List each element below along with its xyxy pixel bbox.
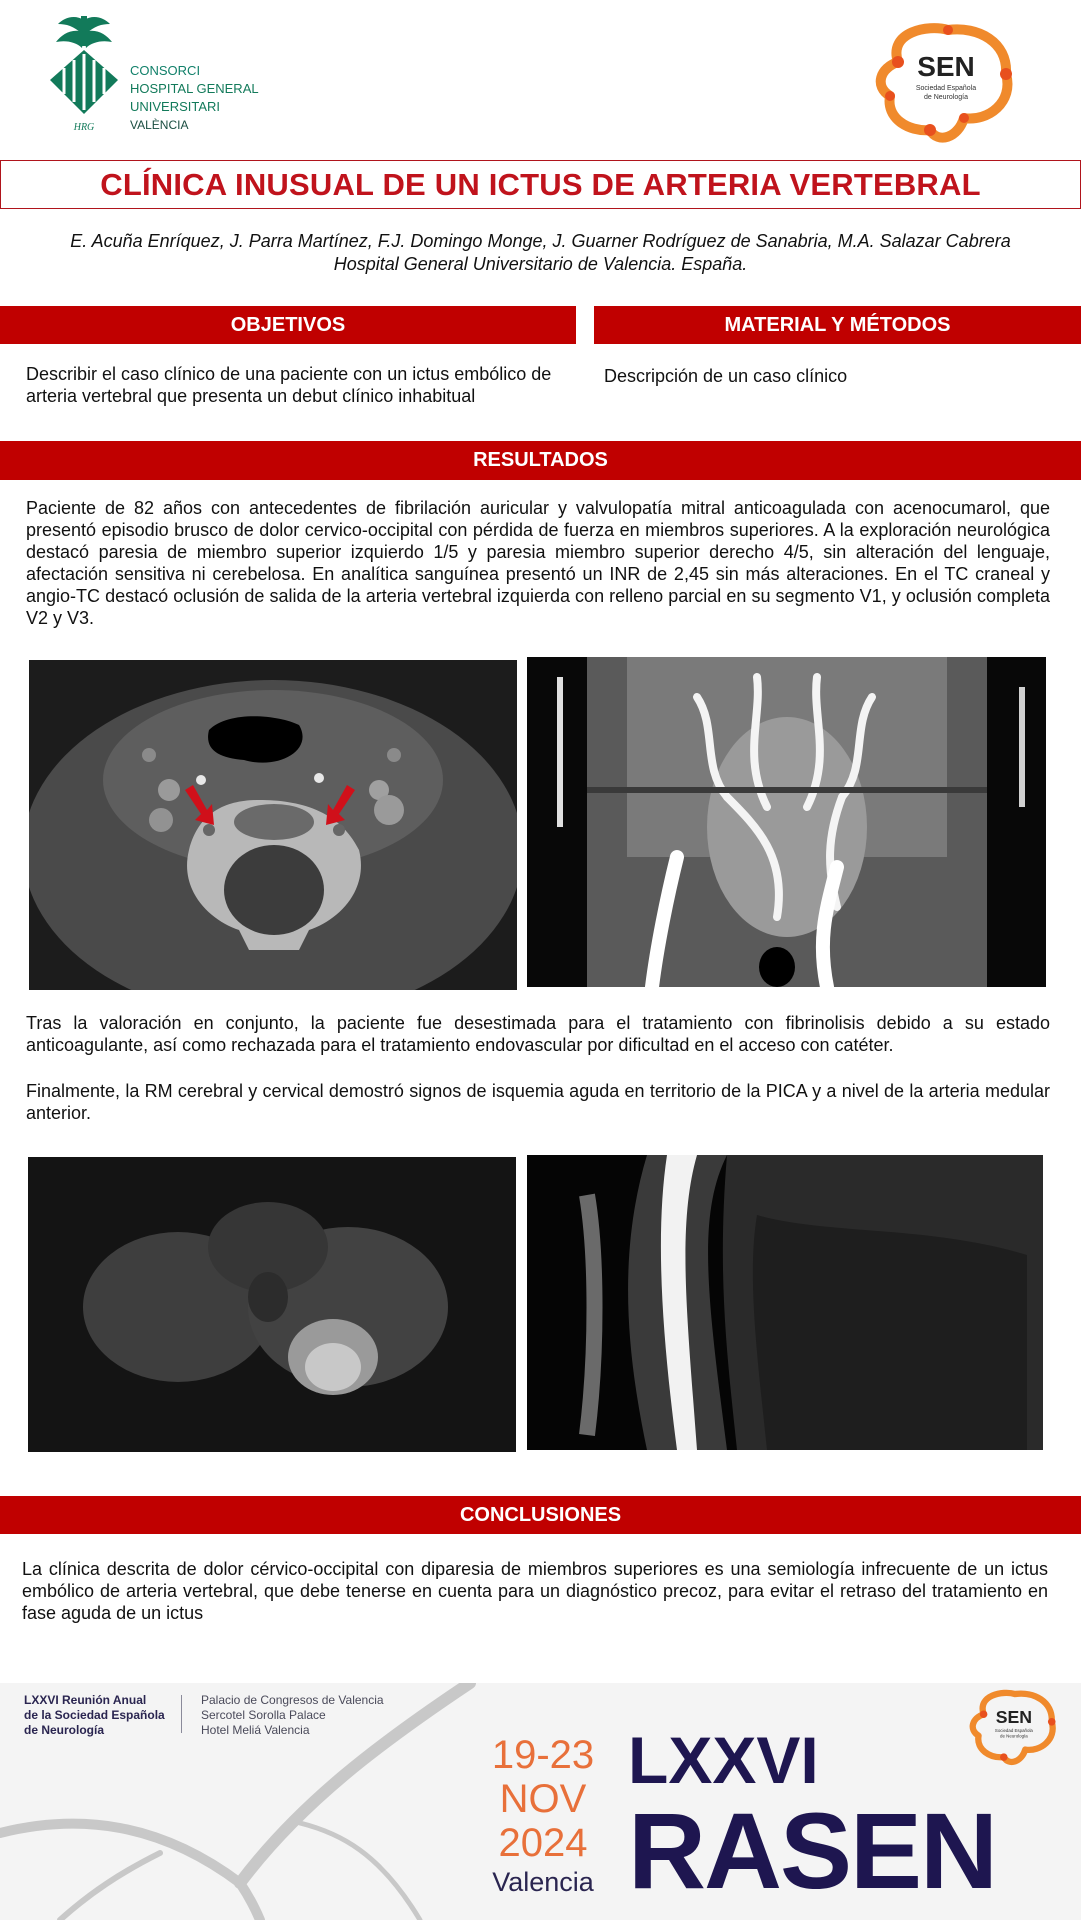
date-month: NOV (499, 1777, 587, 1821)
date-days: 19-23 (491, 1733, 595, 1777)
mri-dwi-image (28, 1157, 516, 1452)
mri-sagittal-image (527, 1155, 1043, 1450)
sen-logo-subtitle-1: Sociedad Española (915, 85, 977, 92)
sen-logo-subtitle-2: de Neurología (924, 94, 968, 101)
resultados-paragraph-1: Paciente de 82 años con antecedentes de fibrilación auricular y valvulopatía mitral anticoagulada con acenocumarol, que presentó episodio brusco de dolor cervico-occipital con pérdida de fuerza en miembros superiores. A la exploración neurológica destacó paresia de miembro superior izquierdo 1/5 y paresia miembro superior derecho 4/5, sin alteración del lenguaje, afectación sensitiva ni cerebelosa. En analítica sanguínea presentó un INR de 2,45 sin más alteraciones. En el TC craneal y angio-TC destacó oclusión de salida de la arteria vertebral izquierda con relleno parcial en su segmento V1, y oclusión completa V2 y V3. (26, 498, 1050, 628)
objetivos-heading: OBJETIVOS (0, 306, 576, 344)
congress-footer-banner (0, 1683, 1081, 1920)
sen-logo-footer (964, 1689, 1060, 1771)
objetivos-text: Describir el caso clínico de una paciente con un ictus embólico de arteria vertebral que presenta un debut clínico inhabitual (26, 364, 552, 406)
sen-footer-subtitle-2: de Neurología (1000, 1733, 1028, 1739)
affiliation: Hospital General Universitario de Valencia. España. (333, 254, 748, 274)
resultados-paragraph-3: Finalmente, la RM cerebral y cervical demostró signos de isquemia aguda en territorio de la PICA y a nivel de la arteria medular anterior. (26, 1081, 1050, 1123)
sen-logo-name: SEN (917, 51, 975, 82)
venue-2: Sercotel Sorolla Palace (201, 1708, 326, 1722)
hospital-name (130, 62, 259, 134)
congress-dates (480, 1733, 606, 1865)
resultados-paragraph-2: Tras la valoración en conjunto, la paciente fue desestimada para el tratamiento con fibrinolisis debido a su estado anticoagulante, así como rechazada para el tratamiento endovascular por dificultad en el acceso con catéter. (26, 1013, 1050, 1055)
conclusiones-text: La clínica descrita de dolor cérvico-occipital con diparesia de miembros superiores es una semiología infrecuente de un ictus embólico de arteria vertebral, que debe tenerse en cuenta para un diagnóstico precoz, para evitar el retraso del tratamiento en fase aguda de un ictus (22, 1559, 1048, 1623)
organizer-line-3: de Neurología (24, 1723, 105, 1737)
organizer-line-2: de la Sociedad Española (24, 1708, 165, 1722)
sen-logo (868, 22, 1018, 152)
resultados-heading: RESULTADOS (0, 441, 1081, 480)
conclusiones-heading: CONCLUSIONES (0, 1496, 1081, 1534)
hospital-line-1: CONSORCI (130, 63, 201, 78)
title-box (0, 160, 1081, 209)
congress-venues (201, 1693, 384, 1738)
hospital-line-4: VALÈNCIA (130, 118, 189, 132)
authors-block (0, 230, 1081, 276)
ct-axial-image (29, 660, 517, 990)
sen-footer-subtitle-1: Sociedad Española (994, 1727, 1033, 1733)
hospital-logo (44, 14, 274, 134)
congress-city: Valencia (492, 1867, 594, 1897)
venue-1: Palacio de Congresos de Valencia (201, 1693, 384, 1707)
date-year: 2024 (498, 1821, 588, 1865)
venue-3: Hotel Meliá Valencia (201, 1723, 310, 1737)
angio-ct-coronal-image (527, 657, 1046, 987)
congress-organizer (24, 1693, 165, 1738)
material-heading: MATERIAL Y MÉTODOS (594, 306, 1081, 344)
event-number: LXXVI (628, 1723, 819, 1797)
emblem-text: HRG (73, 122, 95, 133)
author-names: E. Acuña Enríquez, J. Parra Martínez, F.J. Domingo Monge, J. Guarner Rodríguez de Sanabria, M.A. Salazar Cabrera (70, 231, 1011, 251)
organizer-line-1: LXXVI Reunión Anual (24, 1693, 147, 1707)
event-name: RASEN (628, 1790, 997, 1911)
hospital-line-2: HOSPITAL GENERAL (130, 81, 259, 96)
hospital-emblem-icon (44, 14, 124, 134)
hospital-line-3: UNIVERSITARI (130, 99, 221, 114)
page-title: CLÍNICA INUSUAL DE UN ICTUS DE ARTERIA VERTEBRAL (100, 166, 981, 202)
footer-divider (181, 1695, 182, 1733)
sen-footer-name: SEN (995, 1707, 1033, 1728)
material-text: Descripción de un caso clínico (604, 366, 848, 386)
